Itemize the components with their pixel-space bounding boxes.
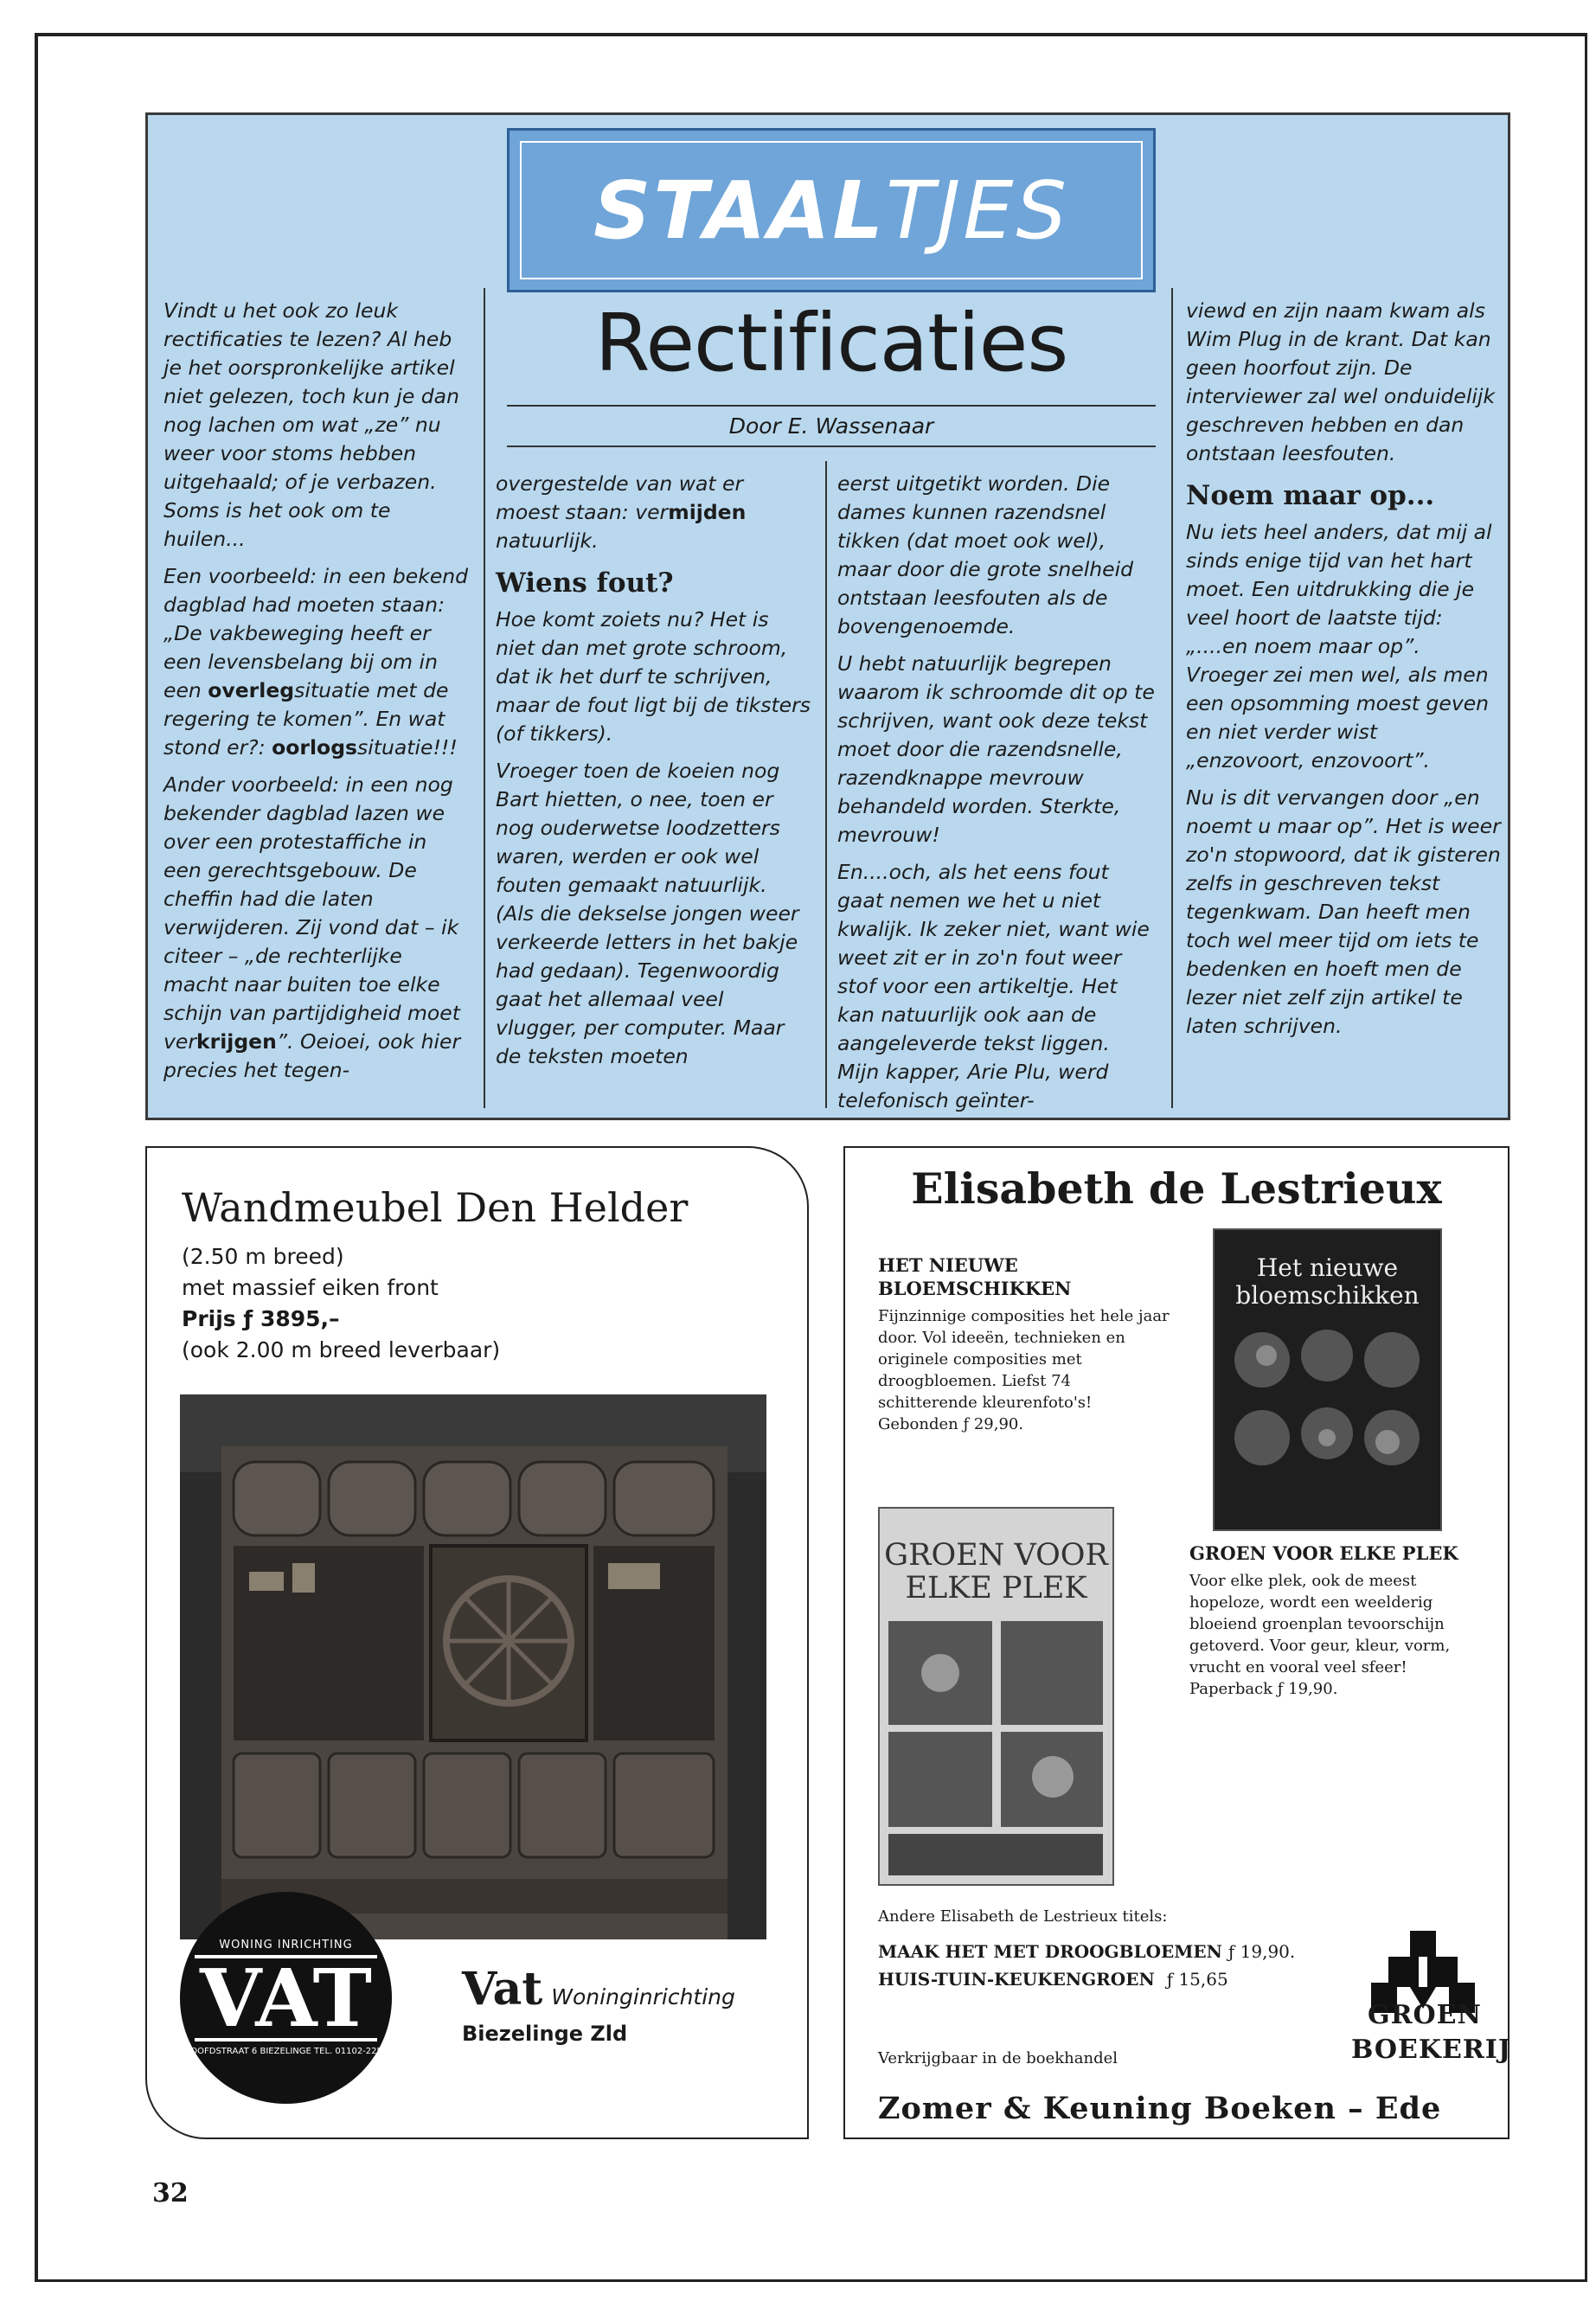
furniture-advertisement: [145, 1146, 809, 2139]
book-title: GROEN VOOR ELKE PLEK: [1189, 1542, 1458, 1564]
subheading: Noem maar op...: [1186, 480, 1435, 511]
imprint-name: GROEN BOEKERIJ: [1351, 2000, 1512, 2065]
paragraph: Hoe komt zoiets nu? Het is niet dan met grote schroom, dat ik het durf te schrijven, maar de fout ligt bij de tiksters (of tikkers).: [496, 607, 811, 746]
publisher-name: Zomer & Keuning Boeken – Ede: [878, 2091, 1442, 2126]
paragraph: Een voorbeeld: in een bekend dagblad had moeten staan: „De vakbeweging heeft er een levensbelang bij om in een overlegsituatie met de regering te komen”. En wat stond er?: oorlogssituatie!!!: [163, 564, 469, 760]
other-titles: Andere Elisabeth de Lestrieux titels: MAAK HET MET DROOGBLOEMEN ƒ 19,90. HUIS-TUIN-KEUKENGROEN ƒ 15,65: [878, 1907, 1328, 1993]
divider: [507, 405, 1156, 407]
book-title: HET NIEUWE BLOEMSCHIKKEN: [878, 1254, 1072, 1299]
book-1-cover: Het nieuwe bloemschikken: [1213, 1228, 1442, 1531]
divider: [507, 445, 1156, 447]
paragraph: Vroeger toen de koeien nog Bart hietten, o nee, toen er nog ouderwetse loodzetters waren, werden er ook wel fouten gemaakt natuurlijk. (Als die dekselse jongen weer verkeerde letters in het bakje had gedaan). Tegenwoordig gaat het allemaal veel vlugger, per computer. Maar de teksten moeten: [496, 759, 799, 1068]
ad-title: Elisabeth de Lestrieux: [911, 1163, 1442, 1214]
list-item: MAAK HET MET DROOGBLOEMEN ƒ 19,90.: [878, 1941, 1296, 1962]
paragraph: Nu is dit vervangen door „en noemt u maar op”. Het is weer zo'n stopwoord, dat ik gisteren zelfs in geschreven tekst tegenkwam. Dan heeft men toch wel meer tijd om iets te bedenken en hoeft men de lezer niet zelf zijn artikel te laten schrijven.: [1186, 785, 1501, 1038]
article-title: Rectificaties: [594, 297, 1068, 389]
column-rule: [825, 461, 827, 1108]
book-2-cover: GROEN VOOR ELKE PLEK: [878, 1507, 1114, 1886]
paragraph: Vindt u het ook zo leuk rectificaties te lezen? Al heb je het oorspronkelijke artikel niet gelezen, toch kun je dan nog lachen om wat „ze” nu weer voor stoms hebben uitgehaald; of je verbazen. Soms is het ook om te huilen...: [163, 298, 459, 551]
store-name: Vat Woninginrichting: [462, 1963, 735, 2016]
paragraph: overgestelde van wat er moest staan: vermijden natuurlijk.: [496, 471, 747, 553]
book-2-info: GROEN VOOR ELKE PLEK Voor elke plek, ook de meest hopeloze, wordt een weelderig bloeiend groenplan tevoorschijn getoverd. Voor geur, kleur, vorm, vrucht en vooral veel sfeer! Paperback ƒ 19,90.: [1189, 1541, 1490, 1700]
store-location: Biezelinge Zld: [462, 2022, 628, 2046]
vat-logo: WONING INRICHTING VAT HOOFDSTRAAT 6 BIEZELINGE TEL. 01102-2254: [180, 1892, 392, 2104]
availability-note: Verkrijgbaar in de boekhandel: [878, 2049, 1118, 2067]
ad-price: Prijs ƒ 3895,–: [182, 1306, 340, 1331]
list-item: HUIS-TUIN-KEUKENGROEN ƒ 15,65: [878, 1969, 1228, 1990]
column-rule: [1171, 288, 1173, 1108]
paragraph: viewd en zijn naam kwam als Wim Plug in de krant. Dat kan geen hoorfout zijn. De interviewer zal wel onduidelijk geschreven hebben en dan ontstaan leesfouten.: [1186, 298, 1496, 465]
book-1-info: HET NIEUWE BLOEMSCHIKKEN Fijnzinnige composities het hele jaar door. Vol ideeën, technieken en originele composities met droogbloemen. Liefst 74 schitterende kleurenfoto's! Gebonden ƒ 29,90.: [878, 1253, 1172, 1435]
section-label: STAALTJES: [593, 163, 1069, 257]
book-advertisement: [843, 1146, 1512, 2139]
ad-details: (2.50 m breed) met massief eiken front Prijs ƒ 3895,– (ook 2.00 m breed leverbaar): [182, 1244, 501, 1362]
subheading: Wiens fout?: [496, 567, 674, 599]
section-banner: [507, 128, 1156, 292]
paragraph: En....och, als het eens fout gaat nemen we het u niet kwalijk. Ik zeker niet, want wie weet zit er in zo'n fout weer stof voor een artikeltje. Het kan natuurlijk ook aan de aangeleverde tekst liggen. Mijn kapper, Arie Plu, werd telefonisch geïnter-: [837, 860, 1150, 1112]
article-box: [145, 112, 1510, 1120]
paragraph: U hebt natuurlijk begrepen waarom ik schroomde dit op te schrijven, want ook deze tekst moet door die razendsnelle, razendknappe mevrouw behandeld worden. Sterkte, mevrouw!: [837, 651, 1155, 847]
paragraph: Ander voorbeeld: in een nog bekender dagblad lazen we over een protestaffiche in een gerechtsgebouw. De cheffin had die laten verwijderen. Zij vond dat – ik citeer – „de rechterlijke macht naar buiten toe elke schijn van partijdigheid moet verkrijgen”. Oeioei, ook hier precies het tegen-: [163, 772, 461, 1082]
page-number: 32: [152, 2178, 189, 2208]
column-rule: [484, 288, 485, 1108]
article-column-2: [496, 470, 811, 1080]
paragraph: eerst uitgetikt worden. Die dames kunnen razendsnel tikken (dat moet ook wel), maar door die grote snelheid ontstaan leesfouten als de bovengenoemde.: [837, 471, 1134, 638]
ad-title: Wandmeubel Den Helder: [182, 1184, 689, 1231]
article-column-3: [837, 470, 1157, 1124]
paragraph: Nu iets heel anders, dat mij al sinds enige tijd van het hart moet. Een uitdrukking die je veel hoort de laatste tijd: „....en noem maar op”. Vroeger zei men wel, als men een opsomming moest geven en niet verder wist „enzovoort, enzovoort”.: [1186, 520, 1492, 772]
article-column-4: [1186, 297, 1502, 1049]
byline: Door E. Wassenaar: [728, 413, 934, 439]
article-column-1: [163, 297, 471, 1093]
cabinet-photo: [180, 1394, 766, 1939]
